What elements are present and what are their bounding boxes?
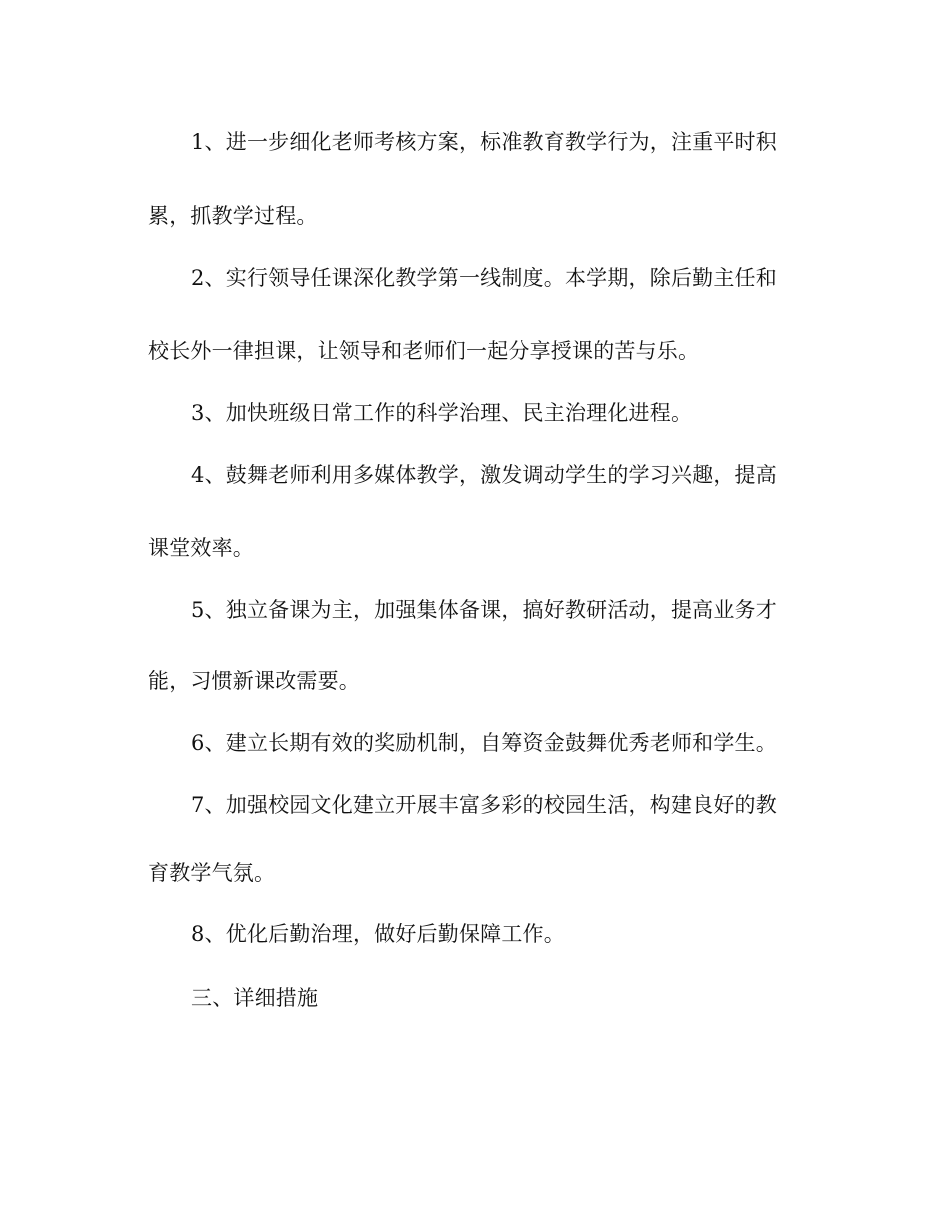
item-7-line-1: 7、加强校园文化建立开展丰富多彩的校园生活，构建良好的教: [191, 793, 777, 817]
item-5-line-2: 能，习惯新课改需要。: [148, 669, 360, 693]
item-6-line-1: 6、建立长期有效的奖励机制，自筹资金鼓舞优秀老师和学生。: [191, 731, 777, 755]
item-1-line-1: 1、进一步细化老师考核方案，标准教育教学行为，注重平时积: [191, 130, 777, 154]
item-2-line-2: 校长外一律担课，让领导和老师们一起分享授课的苦与乐。: [148, 339, 700, 363]
item-7-line-2: 育教学气氛。: [148, 861, 276, 885]
item-4-line-1: 4、鼓舞老师利用多媒体教学，激发调动学生的学习兴趣，提高: [191, 463, 777, 487]
item-8-line-1: 8、优化后勤治理，做好后勤保障工作。: [191, 922, 565, 946]
item-2-line-1: 2、实行领导任课深化教学第一线制度。本学期，除后勤主任和: [191, 266, 777, 290]
section-heading: 三、详细措施: [191, 986, 319, 1010]
item-5-line-1: 5、独立备课为主，加强集体备课，搞好教研活动，提高业务才: [191, 598, 777, 622]
item-3-line-1: 3、加快班级日常工作的科学治理、民主治理化进程。: [191, 401, 693, 425]
item-1-line-2: 累，抓教学过程。: [148, 204, 318, 228]
item-4-line-2: 课堂效率。: [148, 536, 254, 560]
